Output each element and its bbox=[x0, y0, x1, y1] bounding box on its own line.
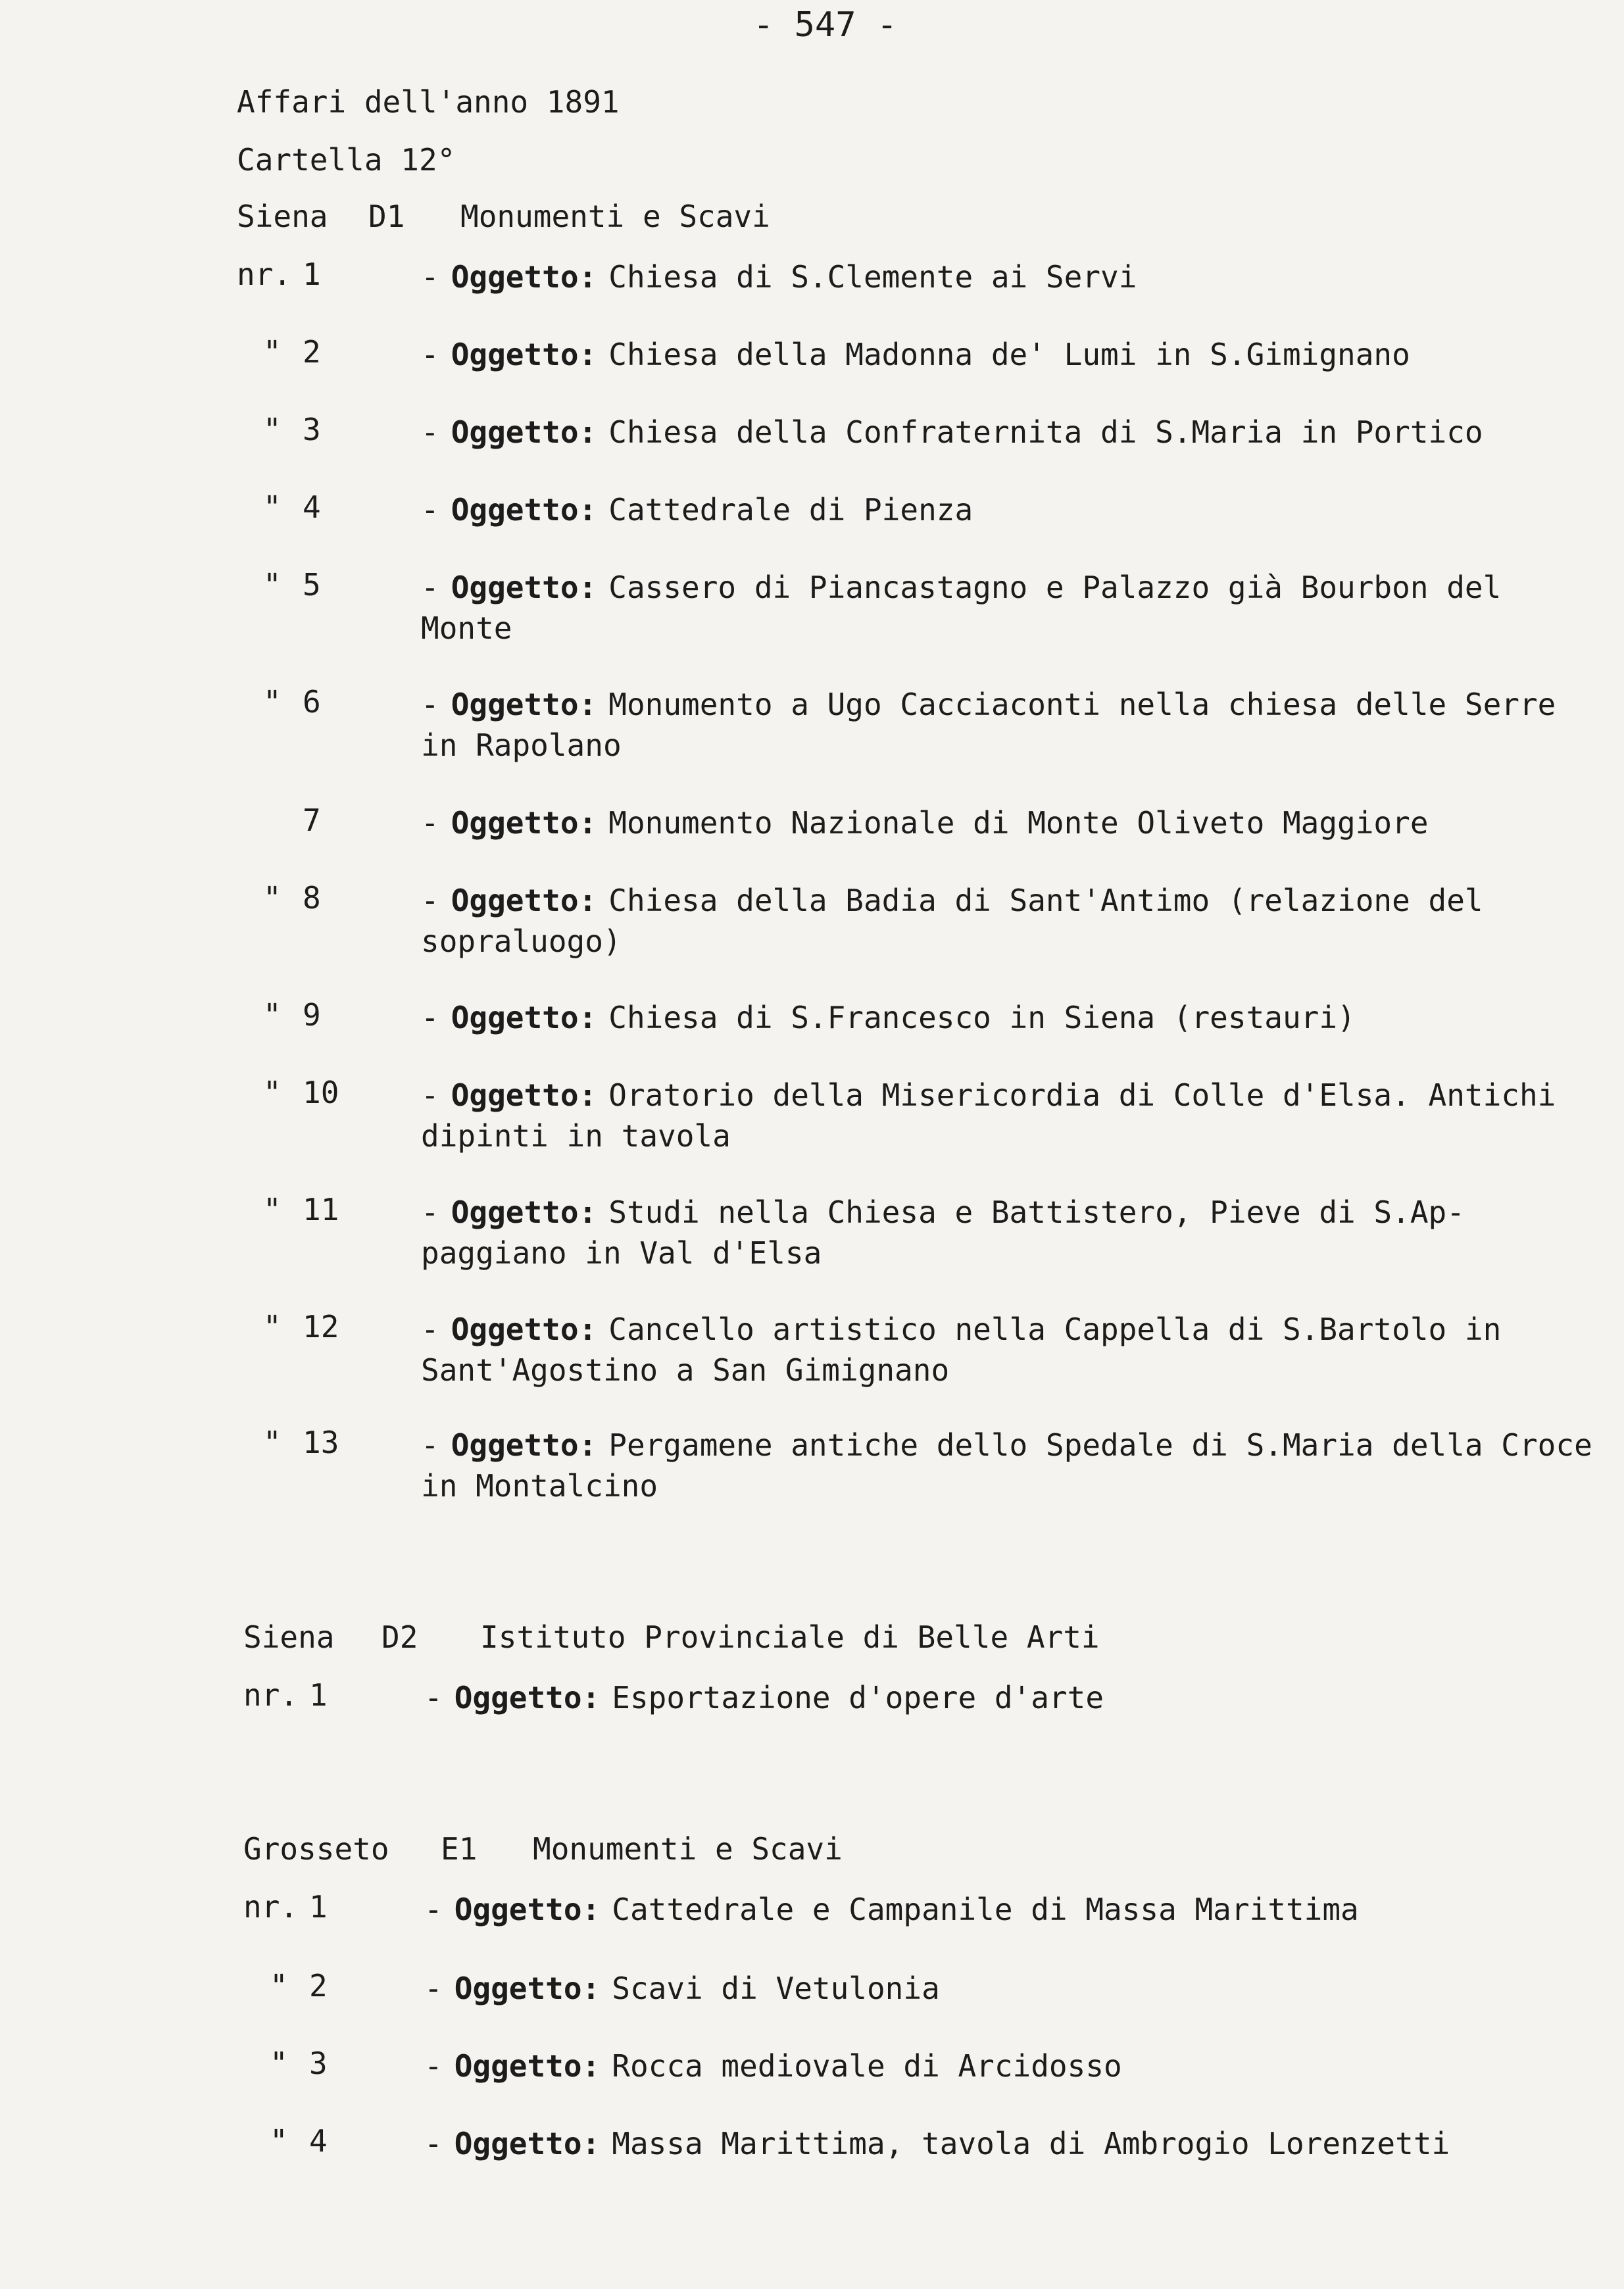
entry-mark: nr. bbox=[243, 1889, 299, 1925]
page-number: - 547 - bbox=[753, 5, 898, 45]
entry-label: Oggetto: bbox=[451, 570, 597, 605]
header-year: Affari dell'anno 1891 bbox=[237, 84, 620, 120]
entry-number: 9 bbox=[303, 997, 321, 1033]
entry-label: Oggetto: bbox=[451, 1194, 597, 1230]
entry-label: Oggetto: bbox=[451, 687, 597, 722]
entry-number: 1 bbox=[309, 1889, 328, 1925]
entry-label: Oggetto: bbox=[451, 414, 597, 450]
entry-label: Oggetto: bbox=[451, 337, 597, 372]
entry-text: Cassero di Piancastagno e Palazzo già Bourbon del Monte bbox=[421, 570, 1519, 646]
entry-mark: " bbox=[263, 1075, 282, 1110]
entry-text: Monumento a Ugo Cacciaconti nella chiesa delle Serre in Rapolano bbox=[421, 687, 1575, 763]
entry-label: Oggetto: bbox=[451, 492, 597, 528]
entry-mark: " bbox=[263, 1309, 282, 1344]
entry-mark: " bbox=[263, 489, 282, 525]
entry-text: Cancello artistico nella Cappella di S.Bartolo in Sant'Agostino a San Gimignano bbox=[421, 1312, 1519, 1388]
entry-mark: nr. bbox=[237, 257, 292, 292]
entry-mark: " bbox=[263, 1192, 282, 1227]
entry-label: Oggetto: bbox=[454, 1971, 601, 2006]
entry-text: Chiesa della Confraternita di S.Maria in Portico bbox=[608, 414, 1483, 450]
entry-text: Rocca mediovale di Arcidosso bbox=[612, 2048, 1122, 2084]
entry-label: Oggetto: bbox=[454, 2048, 601, 2084]
entry-number: 1 bbox=[303, 257, 321, 292]
entry-number: 11 bbox=[303, 1192, 339, 1227]
entry-mark: " bbox=[263, 684, 282, 720]
entry-mark: " bbox=[263, 997, 282, 1033]
section-code: D1 bbox=[368, 199, 405, 234]
entry-text: Pergamene antiche dello Spedale di S.Maria della Croce in Montalcino bbox=[421, 1427, 1611, 1504]
entry-label: Oggetto: bbox=[454, 1680, 601, 1715]
section-place: Siena bbox=[237, 199, 328, 234]
entry-number: 13 bbox=[303, 1425, 339, 1460]
entry-number: 3 bbox=[303, 412, 321, 447]
entry-text: Studi nella Chiesa e Battistero, Pieve di S.Ap-paggiano in Val d'Elsa bbox=[421, 1194, 1465, 1271]
entry-label: Oggetto: bbox=[454, 2126, 601, 2161]
entry-label: Oggetto: bbox=[451, 1000, 597, 1035]
entry-label: Oggetto: bbox=[451, 883, 597, 918]
entry-number: 6 bbox=[303, 684, 321, 720]
entry-mark: " bbox=[263, 567, 282, 603]
section-title: Monumenti e Scavi bbox=[460, 199, 770, 234]
section-heading-siena-d2 bbox=[243, 1619, 1100, 1655]
section-title: Monumenti e Scavi bbox=[533, 1831, 843, 1867]
entry-label: Oggetto: bbox=[451, 805, 597, 841]
entry-text: Cattedrale e Campanile di Massa Marittima bbox=[612, 1892, 1359, 1927]
entry-text: Esportazione d'opere d'arte bbox=[612, 1680, 1104, 1715]
entry-number: 4 bbox=[309, 2123, 328, 2159]
entry-label: Oggetto: bbox=[451, 259, 597, 295]
entry-number: 4 bbox=[303, 489, 321, 525]
section-heading-siena-d1 bbox=[237, 199, 770, 234]
entry-number: 10 bbox=[303, 1075, 339, 1110]
entry-mark: " bbox=[263, 334, 282, 370]
section-title: Istituto Provinciale di Belle Arti bbox=[480, 1619, 1100, 1655]
section-code: E1 bbox=[441, 1831, 478, 1867]
entry-number: 8 bbox=[303, 880, 321, 916]
entry-number: 1 bbox=[309, 1677, 328, 1713]
entry-mark: " bbox=[263, 880, 282, 916]
entry-text: Massa Marittima, tavola di Ambrogio Lorenzetti bbox=[612, 2126, 1450, 2161]
entry-text: Chiesa di S.Clemente ai Servi bbox=[608, 259, 1137, 295]
entry-mark: nr. bbox=[243, 1677, 299, 1713]
entry-text: Cattedrale di Pienza bbox=[608, 492, 973, 528]
entry-text: Oratorio della Misericordia di Colle d'Elsa. Antichi dipinti in tavola bbox=[421, 1077, 1575, 1154]
entry-text: Scavi di Vetulonia bbox=[612, 1971, 940, 2006]
entry-mark: " bbox=[270, 2046, 288, 2081]
entry-text: Chiesa della Madonna de' Lumi in S.Gimignano bbox=[608, 337, 1410, 372]
entry-number: 3 bbox=[309, 2046, 328, 2081]
entry-number: 12 bbox=[303, 1309, 339, 1344]
section-heading-grosseto-e1 bbox=[243, 1831, 843, 1867]
entry-number: 2 bbox=[303, 334, 321, 370]
entry-mark: " bbox=[263, 1425, 282, 1460]
section-place: Grosseto bbox=[243, 1831, 389, 1867]
entry-number: 2 bbox=[309, 1968, 328, 2004]
entry-mark: " bbox=[270, 2123, 288, 2159]
entry-text: Monumento Nazionale di Monte Oliveto Maggiore bbox=[608, 805, 1429, 841]
entry-number: 5 bbox=[303, 567, 321, 603]
entry-label: Oggetto: bbox=[454, 1892, 601, 1927]
section-place: Siena bbox=[243, 1619, 335, 1655]
document-page: - 547 - Affari dell'anno 1891 Cartella 12° Siena D1 Monumenti e Scavi nr. 1 - Oggetto: Chiesa di S.Clemente ai Servi " 2 - Oggetto: Chiesa della Madonna de' Lumi in S.Gimignano " 3 - Oggetto: Chiesa della Confraternita di S.Maria in Portico " 4 - Oggetto: Cattedrale di Pienza " 5 - Oggetto: Cassero di Piancastagno e Palazzo già Bourbon del Monte " 6 - Oggetto: Monumento a Ugo Cacciaconti nella chiesa delle Serre in Rapolano 7 - Oggetto: Monumento Nazionale di Monte Oliveto Maggiore " 8 - Oggetto: Chiesa della Badia di Sant'Antimo (relazione del sopraluogo) " 9 - Oggetto: Chiesa di S.Francesco in Siena (restauri) " 10 - Oggetto: Oratorio della Misericordia di Colle d'Elsa. Antichi dipinti in tavola " 11 - Oggetto: Studi nella Chiesa e Battistero, Pieve di S.Ap-paggiano in Val d'Elsa " 12 - Oggetto: Cancello artistico nella Cappella di S.Bartolo in Sant'Agostino a San Gimignano " 13 - Oggetto: Pergamene antiche dello Spedale di S.Maria della Croce in Montalcino Siena D2 Istituto Provinciale di Belle Arti nr. 1 - Oggetto: Esportazione d'opere d'arte Grosseto E1 Monumenti e Scavi nr. 1 - Oggetto: Cattedrale e Campanile di Massa Marittima " 2 - Oggetto: Scavi di Vetulonia " 3 - Oggetto: Rocca mediovale di Arcidosso " 4 - Oggetto: Massa Marittima, tavola di Ambrogio Lorenzetti bbox=[237, 5, 1611, 2161]
entry-text: Chiesa della Badia di Sant'Antimo (relazione del sopraluogo) bbox=[421, 883, 1502, 959]
entry-text: Chiesa di S.Francesco in Siena (restauri) bbox=[608, 1000, 1356, 1035]
section-code: D2 bbox=[381, 1619, 418, 1655]
entry-label: Oggetto: bbox=[451, 1077, 597, 1113]
entry-mark: " bbox=[270, 1968, 288, 2004]
entry-mark: " bbox=[263, 412, 282, 447]
header-folder: Cartella 12° bbox=[237, 142, 456, 178]
entry-label: Oggetto: bbox=[451, 1312, 597, 1347]
entry-label: Oggetto: bbox=[451, 1427, 597, 1463]
entry-number: 7 bbox=[303, 802, 321, 838]
